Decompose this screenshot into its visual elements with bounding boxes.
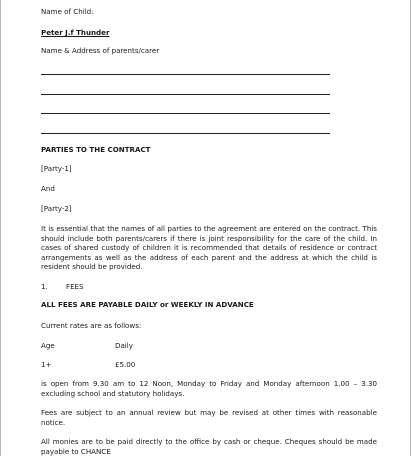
rates-header-daily: Daily (115, 341, 133, 350)
address-line-3 (41, 113, 330, 114)
current-rates-text: Current rates are as follows: (41, 321, 142, 330)
party-1: [Party-1] (41, 164, 72, 173)
party-2: [Party-2] (41, 204, 72, 213)
and-text: And (41, 184, 55, 193)
rates-row-age: 1+ (41, 360, 52, 369)
fees-payable-heading: ALL FEES ARE PAYABLE DAILY or WEEKLY IN ADVANCE (41, 300, 254, 309)
parties-paragraph: It is essential that the names of all parties to the agreement are entered on the contract. This should include both parents/carers if there is joint responsibility for the care of the child. In cases of shared custody of children it is recommended that details of residence or contract arrangements as well as the address of each parent and the address at which the child is resident should be provided. (41, 224, 377, 272)
opening-hours-paragraph: is open from 9.30 am to 12 Noon, Monday to Friday and Monday afternoon 1.00 – 3.30 excluding school and statutory holidays. (41, 379, 377, 398)
address-line-1 (41, 74, 330, 75)
address-line-2 (41, 94, 330, 95)
fees-section-title: FEES (66, 282, 84, 291)
parties-heading: PARTIES TO THE CONTRACT (41, 145, 151, 154)
fees-section-number: 1. (41, 282, 48, 291)
parents-address-label: Name & Address of parents/carer (41, 46, 160, 55)
name-of-child-label: Name of Child: (41, 7, 94, 16)
payment-paragraph: All monies are to be paid directly to the office by cash or cheque. Cheques should be made payable to CHANCE (41, 437, 377, 456)
address-line-4 (41, 133, 330, 134)
rates-row-daily: £5.00 (115, 360, 136, 369)
child-name-value: Peter J.f Thunder (41, 28, 110, 37)
rates-header-age: Age (41, 341, 55, 350)
fee-review-paragraph: Fees are subject to an annual review but may be revised at other times with reasonable notice. (41, 408, 377, 427)
